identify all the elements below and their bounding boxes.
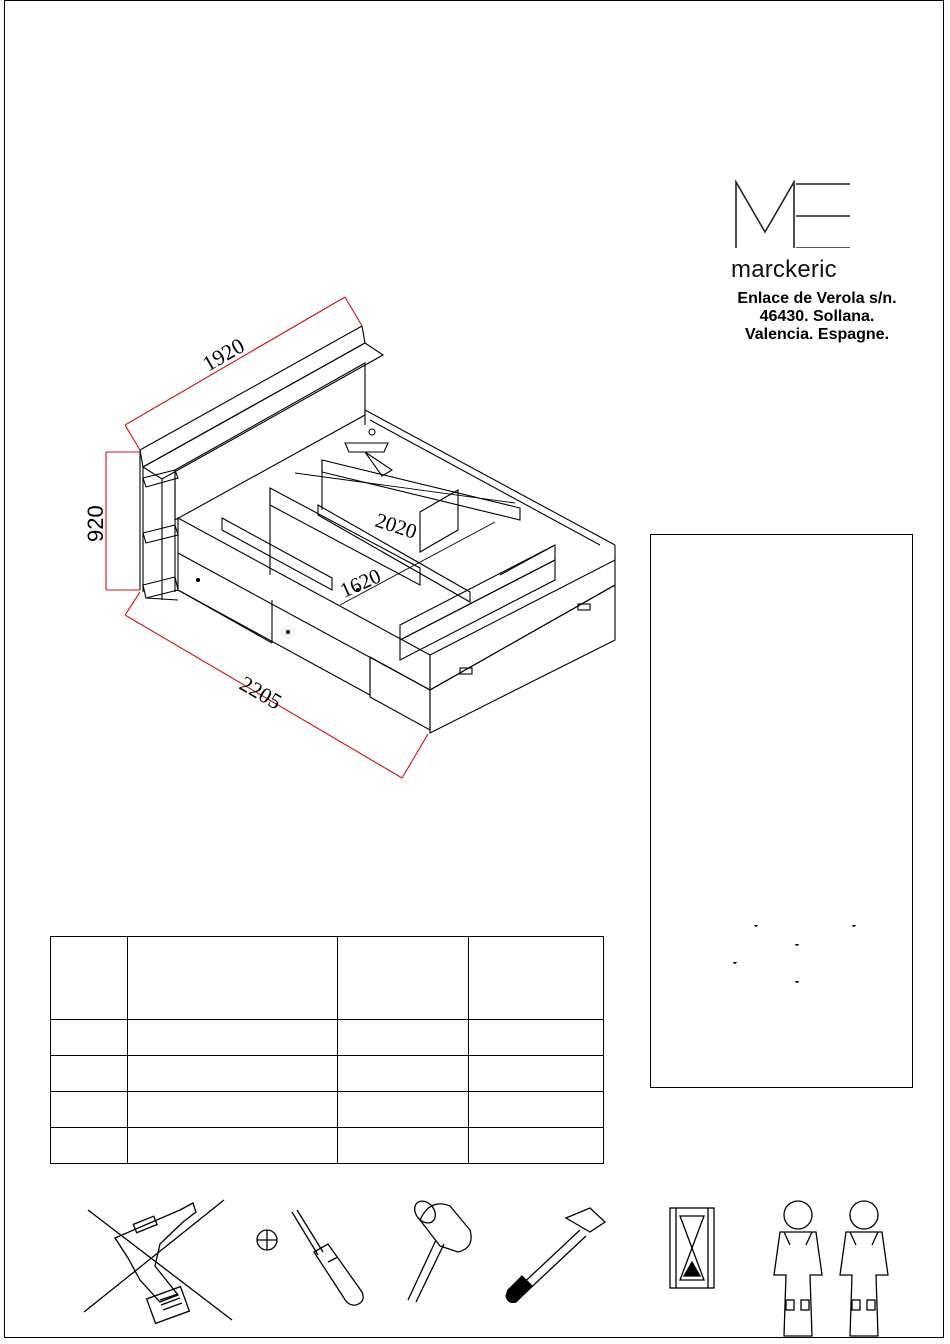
table-row	[51, 1128, 604, 1164]
table-row	[51, 1020, 604, 1056]
address-line: 46430. Sollana.	[759, 308, 875, 325]
table-cell	[51, 1128, 128, 1164]
address-line: Valencia. Espagne.	[744, 326, 890, 343]
table-cell	[127, 1056, 338, 1092]
brand-name: marckeric	[731, 256, 837, 283]
tools-row	[0, 1180, 950, 1344]
table-cell	[338, 1056, 468, 1092]
table-header-cell	[468, 937, 603, 1020]
table-header-cell	[51, 937, 128, 1020]
screwdriver-icon	[292, 1210, 363, 1305]
table-cell	[468, 1092, 603, 1128]
table-row	[51, 1092, 604, 1128]
dimension-length-label: 2205	[235, 670, 287, 715]
table-cell	[51, 1092, 128, 1128]
table-cell	[127, 1020, 338, 1056]
no-power-drill-icon	[84, 1200, 232, 1323]
table-row	[51, 1056, 604, 1092]
parts-table	[50, 936, 604, 1164]
table-cell	[468, 1020, 603, 1056]
dimension-width-label: 1920	[198, 332, 249, 377]
phillips-head-icon	[257, 1230, 277, 1250]
table-cell	[51, 1056, 128, 1092]
table-cell	[127, 1092, 338, 1128]
table-cell	[338, 1020, 468, 1056]
dimension-height-label: 920	[83, 505, 108, 542]
mallet-icon	[408, 1197, 471, 1302]
hourglass-icon	[670, 1208, 714, 1288]
dimension-inner-width-label: 1620	[336, 563, 385, 603]
table-header-row	[51, 937, 604, 1020]
address-line: Enlace de Verola s/n.	[737, 290, 897, 307]
table-cell	[338, 1092, 468, 1128]
hardware-box	[650, 534, 913, 1088]
hammer-icon	[506, 1208, 605, 1302]
table-cell	[51, 1020, 128, 1056]
dimension-inner-length-label: 2020	[372, 507, 420, 544]
table-cell	[127, 1128, 338, 1164]
table-cell	[468, 1128, 603, 1164]
table-header-cell	[338, 937, 468, 1020]
table-cell	[338, 1128, 468, 1164]
table-cell	[468, 1056, 603, 1092]
table-header-cell	[127, 937, 338, 1020]
two-person-assembly-icon	[774, 1201, 888, 1336]
